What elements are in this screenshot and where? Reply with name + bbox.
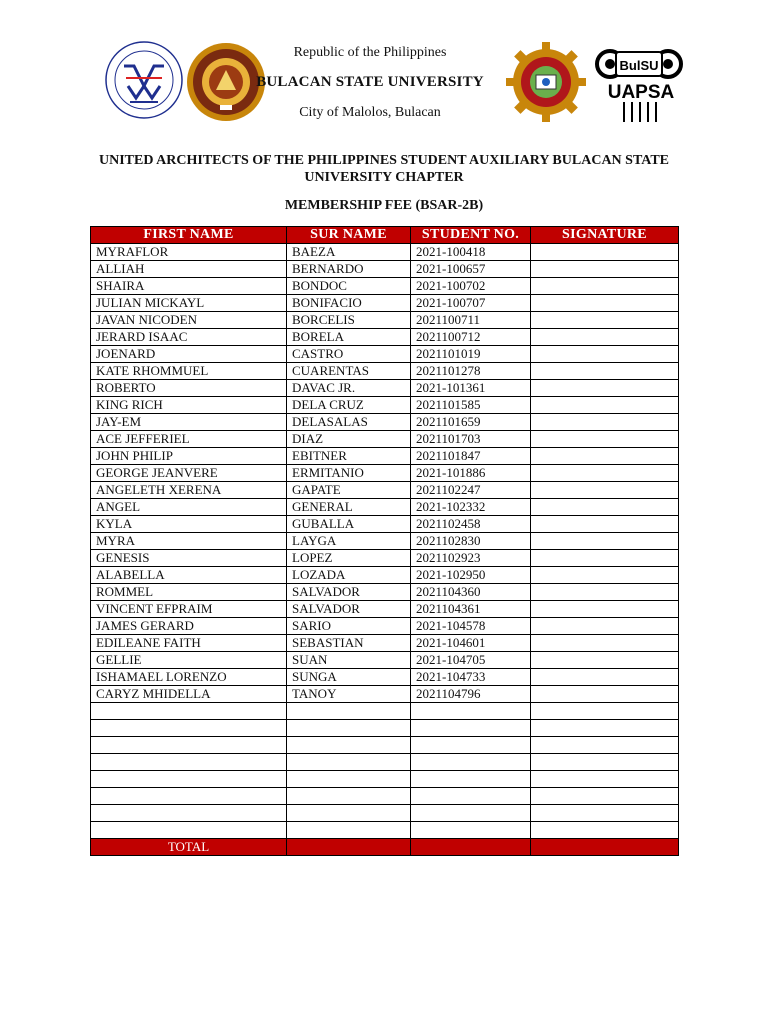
university-name: BULACAN STATE UNIVERSITY [256,74,484,90]
table-row [91,329,679,346]
surname-cell: DELA CRUZ [287,397,411,414]
blank-cell [91,822,287,839]
first-name-cell: GENESIS [91,550,287,567]
surname-cell: LOZADA [287,567,411,584]
blank-cell [91,737,287,754]
signature-cell[interactable] [531,584,679,601]
uap-student-auxiliary-logo [104,40,184,120]
student-no-cell: 2021104796 [411,686,531,703]
column-header-signature: SIGNATURE [531,227,679,244]
surname-cell: LOPEZ [287,550,411,567]
blank-cell [287,703,411,720]
document-subtitle: MEMBERSHIP FEE (BSAR-2B) [284,198,484,213]
table-row [91,295,679,312]
table-row [91,397,679,414]
signature-cell[interactable] [531,618,679,635]
student-no-cell: 2021-100702 [411,278,531,295]
signature-cell[interactable] [531,465,679,482]
signature-cell[interactable] [531,244,679,261]
first-name-cell: KING RICH [91,397,287,414]
first-name-cell: ROMMEL [91,584,287,601]
blank-cell [411,771,531,788]
signature-cell[interactable] [531,414,679,431]
signature-cell[interactable] [531,346,679,363]
blank-cell [287,822,411,839]
surname-cell: GENERAL [287,499,411,516]
student-no-cell: 2021101847 [411,448,531,465]
surname-cell: DELASALAS [287,414,411,431]
bulsu-uapsa-column-logo [594,42,684,124]
student-no-cell: 2021-100657 [411,261,531,278]
table-row [91,261,679,278]
signature-cell[interactable] [531,312,679,329]
organization-title-line2: UNIVERSITY CHAPTER [304,170,464,185]
blank-row [91,805,679,822]
table-row [91,618,679,635]
student-no-cell: 2021-102332 [411,499,531,516]
surname-cell: SALVADOR [287,601,411,618]
student-no-cell: 2021-104578 [411,618,531,635]
signature-cell[interactable] [531,363,679,380]
surname-cell: CUARENTAS [287,363,411,380]
table-row [91,652,679,669]
table-row [91,278,679,295]
surname-cell: BORCELIS [287,312,411,329]
blank-cell [287,788,411,805]
signature-cell[interactable] [531,329,679,346]
signature-cell[interactable] [531,669,679,686]
blank-row [91,703,679,720]
first-name-cell: CARYZ MHIDELLA [91,686,287,703]
student-no-cell: 2021101585 [411,397,531,414]
republic-heading: Republic of the Philippines [293,45,447,60]
student-no-cell: 2021-104705 [411,652,531,669]
blank-cell [531,788,679,805]
first-name-cell: JOHN PHILIP [91,448,287,465]
surname-cell: BONIFACIO [287,295,411,312]
table-row [91,584,679,601]
student-no-cell: 2021-104733 [411,669,531,686]
signature-cell[interactable] [531,601,679,618]
blank-cell [287,754,411,771]
surname-cell: DIAZ [287,431,411,448]
surname-cell: SARIO [287,618,411,635]
first-name-cell: JERARD ISAAC [91,329,287,346]
blank-cell [531,771,679,788]
table-row [91,465,679,482]
student-no-cell: 2021104361 [411,601,531,618]
table-row [91,686,679,703]
first-name-cell: VINCENT EFPRAIM [91,601,287,618]
student-no-cell: 2021102923 [411,550,531,567]
organization-title-line1: UNITED ARCHITECTS OF THE PHILIPPINES STUDENT AUXILIARY BULACAN STATE [98,153,669,168]
table-row [91,550,679,567]
city-line: City of Malolos, Bulacan [299,105,441,120]
total-row [91,839,679,856]
student-no-cell: 2021102458 [411,516,531,533]
first-name-cell: JULIAN MICKAYL [91,295,287,312]
first-name-cell: JOENARD [91,346,287,363]
signature-cell[interactable] [531,482,679,499]
college-gear-seal [505,41,587,123]
table-row [91,669,679,686]
table-row [91,431,679,448]
surname-cell: ERMITANIO [287,465,411,482]
column-header-surname: SUR NAME [287,227,411,244]
blank-cell [531,822,679,839]
surname-cell: LAYGA [287,533,411,550]
blank-cell [411,754,531,771]
blank-row [91,720,679,737]
surname-cell: CASTRO [287,346,411,363]
blank-row [91,771,679,788]
signature-cell[interactable] [531,533,679,550]
blank-row [91,754,679,771]
first-name-cell: ISHAMAEL LORENZO [91,669,287,686]
first-name-cell: EDILEANE FAITH [91,635,287,652]
student-no-cell: 2021100711 [411,312,531,329]
signature-cell[interactable] [531,295,679,312]
first-name-cell: ROBERTO [91,380,287,397]
signature-cell[interactable] [531,278,679,295]
organization-title [60,152,708,186]
table-row [91,601,679,618]
surname-cell: DAVAC JR. [287,380,411,397]
student-no-cell: 2021101703 [411,431,531,448]
total-cell [411,839,531,856]
student-no-cell: 2021101659 [411,414,531,431]
first-name-cell: JAVAN NICODEN [91,312,287,329]
first-name-cell: ALLIAH [91,261,287,278]
surname-cell: SUNGA [287,669,411,686]
membership-table [90,226,679,856]
blank-cell [287,805,411,822]
signature-cell[interactable] [531,550,679,567]
blank-cell [91,703,287,720]
signature-cell[interactable] [531,635,679,652]
student-no-cell: 2021-100418 [411,244,531,261]
blank-cell [411,703,531,720]
blank-cell [411,720,531,737]
table-row [91,567,679,584]
blank-cell [531,805,679,822]
surname-cell: SEBASTIAN [287,635,411,652]
blank-row [91,822,679,839]
table-row [91,312,679,329]
blank-cell [91,771,287,788]
student-no-cell: 2021102247 [411,482,531,499]
first-name-cell: MYRA [91,533,287,550]
first-name-cell: JAY-EM [91,414,287,431]
student-no-cell: 2021102830 [411,533,531,550]
table-row [91,448,679,465]
first-name-cell: ANGEL [91,499,287,516]
surname-cell: GUBALLA [287,516,411,533]
surname-cell: BORELA [287,329,411,346]
table-row [91,482,679,499]
first-name-cell: MYRAFLOR [91,244,287,261]
student-no-cell: 2021101278 [411,363,531,380]
surname-cell: SALVADOR [287,584,411,601]
signature-cell[interactable] [531,516,679,533]
bulsu-logo-text: BulSU [619,58,659,73]
blank-cell [531,703,679,720]
blank-cell [411,737,531,754]
signature-cell[interactable] [531,499,679,516]
table-header-row [91,227,679,244]
surname-cell: SUAN [287,652,411,669]
blank-cell [91,720,287,737]
first-name-cell: JAMES GERARD [91,618,287,635]
signature-cell[interactable] [531,652,679,669]
first-name-cell: GEORGE JEANVERE [91,465,287,482]
student-no-cell: 2021-101886 [411,465,531,482]
surname-cell: BONDOC [287,278,411,295]
blank-cell [411,788,531,805]
signature-cell[interactable] [531,431,679,448]
total-label: TOTAL [91,839,287,856]
signature-cell[interactable] [531,397,679,414]
table-row [91,414,679,431]
first-name-cell: ALABELLA [91,567,287,584]
blank-row [91,788,679,805]
first-name-cell: KYLA [91,516,287,533]
table-row [91,380,679,397]
student-no-cell: 2021-104601 [411,635,531,652]
blank-cell [411,805,531,822]
surname-cell: TANOY [287,686,411,703]
signature-cell[interactable] [531,567,679,584]
student-no-cell: 2021100712 [411,329,531,346]
total-cell [287,839,411,856]
signature-cell[interactable] [531,380,679,397]
table-row [91,499,679,516]
first-name-cell: ACE JEFFERIEL [91,431,287,448]
first-name-cell: ANGELETH XERENA [91,482,287,499]
blank-cell [287,737,411,754]
first-name-cell: GELLIE [91,652,287,669]
blank-cell [531,737,679,754]
table-row [91,635,679,652]
signature-cell[interactable] [531,261,679,278]
surname-cell: BERNARDO [287,261,411,278]
table-row [91,346,679,363]
blank-cell [531,720,679,737]
signature-cell[interactable] [531,686,679,703]
surname-cell: GAPATE [287,482,411,499]
student-no-cell: 2021101019 [411,346,531,363]
student-no-cell: 2021-101361 [411,380,531,397]
total-cell [531,839,679,856]
blank-cell [531,754,679,771]
surname-cell: BAEZA [287,244,411,261]
blank-cell [91,805,287,822]
surname-cell: EBITNER [287,448,411,465]
signature-cell[interactable] [531,448,679,465]
table-row [91,516,679,533]
student-no-cell: 2021104360 [411,584,531,601]
column-header-first-name: FIRST NAME [91,227,287,244]
blank-cell [287,720,411,737]
uapsa-logo-text: UAPSA [607,82,675,103]
student-no-cell: 2021-102950 [411,567,531,584]
blank-cell [287,771,411,788]
blank-row [91,737,679,754]
table-row [91,244,679,261]
blank-cell [91,788,287,805]
table-row [91,533,679,550]
student-no-cell: 2021-100707 [411,295,531,312]
column-header-student-no: STUDENT NO. [411,227,531,244]
blank-cell [91,754,287,771]
table-row [91,363,679,380]
first-name-cell: SHAIRA [91,278,287,295]
first-name-cell: KATE RHOMMUEL [91,363,287,380]
blank-cell [411,822,531,839]
